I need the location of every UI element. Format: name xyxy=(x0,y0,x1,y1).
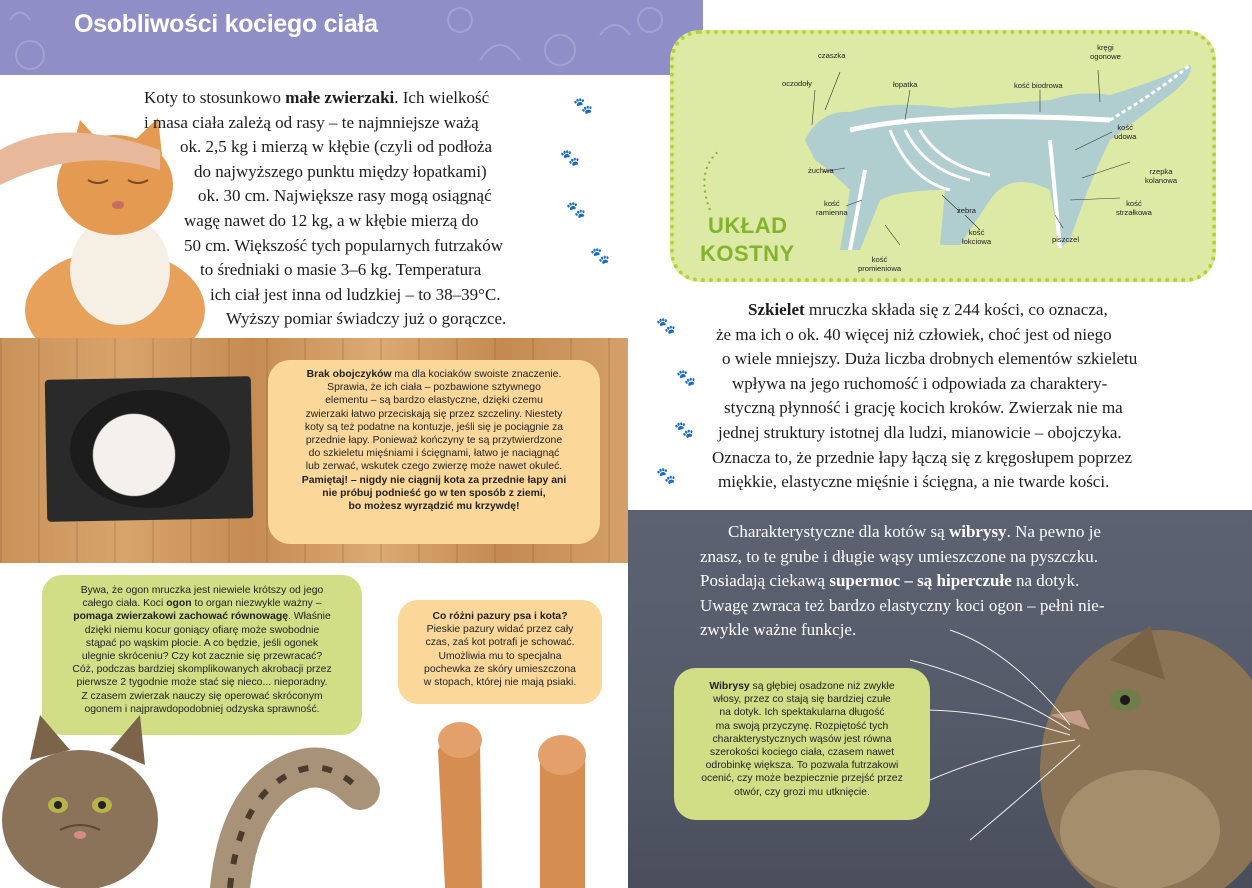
box-line: nie próbuj podnieść go w ten sposób z ziemi, xyxy=(322,487,546,499)
paragraph-line: styczną płynność i grację kocich kroków. Zwierzak nie ma xyxy=(724,398,1123,418)
tail-info-text xyxy=(42,584,362,716)
claws-info-text xyxy=(398,610,602,689)
box-line: włosy, przez co stają się bardziej czułe xyxy=(713,694,891,706)
box-line: odrobinkę większa. To pozwala futrzakowi xyxy=(705,760,899,772)
label-kosc-promieniowa: kość promieniowa xyxy=(858,255,902,273)
intro-line: i masa ciała zależą od rasy – te najmniejsze ważą xyxy=(144,112,479,132)
cat-whiskers-photo xyxy=(910,620,1252,888)
box-line: czas, zaś kot potrafi je schować. xyxy=(425,637,575,649)
box-line: koty są też podatne na kontuzje, jeśli się je pociągnie za xyxy=(304,421,564,433)
intro-line: wagę nawet do 12 kg, a w kłębie mierzą do xyxy=(184,210,479,230)
box-line: Umożliwia mu to specjalna xyxy=(438,650,562,662)
box-line: pomaga zwierzakowi zachować równowagę. Właśnie xyxy=(73,611,331,623)
intro-line: to średniaki o masie 3–6 kg. Temperatura xyxy=(200,260,482,280)
label-kosc-biodrowa: kość biodrowa xyxy=(1014,81,1063,90)
tail-photo xyxy=(230,768,360,888)
paragraph-line: Szkielet mruczka składa się z 244 kości, co oznacza, xyxy=(748,300,1108,319)
label-oczodoly: oczodoły xyxy=(782,79,812,88)
tabby-cat-photo xyxy=(2,715,158,888)
box-line: Pieskie pazury widać przez cały xyxy=(426,624,574,636)
box-line: bo możesz wyrządzić mu krzywdę! xyxy=(348,501,520,513)
box-line: całego ciała. Koci ogon to organ niezwykle ważny – xyxy=(82,598,322,610)
box-line: Sprawia, że ich ciała – pozbawione sztywnego xyxy=(327,382,541,394)
collarbone-info-text xyxy=(268,368,600,513)
label-rzepka: rzepka kolanowa xyxy=(1145,167,1178,185)
intro-line: ich ciał jest inna od ludzkiej – to 38–39°C. xyxy=(210,284,501,304)
box-line: szerokości kociego ciała, czasem nawet xyxy=(709,747,895,759)
page-title: Osobliwości kociego ciała xyxy=(74,10,378,38)
paragraph-line: Oznacza to, że przednie łapy łączą się z kręgosłupem poprzez xyxy=(712,447,1133,467)
cat-in-box-photo xyxy=(70,390,230,508)
label-kosc-strzalkowa: kość strzałkowa xyxy=(1116,199,1152,217)
box-line: na dotyk. Ich spektakularna długość xyxy=(719,707,885,719)
claws-title: Co różni pazury psa i kota? xyxy=(432,611,568,622)
box-line: Z czasem zwierzak nauczy się operować skróconym xyxy=(81,690,323,702)
label-kosc-ramienna: kość ramienna xyxy=(816,199,848,217)
box-line: w stopach, której nie mają psiaki. xyxy=(423,677,577,689)
box-line: elementu – są bardzo elastyczne, dzięki czemu xyxy=(325,395,543,407)
box-line: ma swoją przyczynę. Rozpiętość tych xyxy=(715,720,889,732)
intro-paragraph xyxy=(128,86,568,332)
intro-line: do najwyższego punktu między łopatkami) xyxy=(194,161,487,181)
intro-line: Koty to stosunkowo małe zwierzaki. Ich wielkość xyxy=(144,88,490,107)
box-line: zwierzaki łatwo przeciskają się przez szczeliny. Niestety xyxy=(305,408,563,420)
box-line: ulegnie skróceniu? Czy kot zacznie się przewracać? xyxy=(81,651,323,663)
label-lopatka: łopatka xyxy=(893,80,918,89)
box-line: Pamiętaj! – nigdy nie ciągnij kota za przednie łapy ani xyxy=(301,474,567,486)
paw-print-icon: 🐾 xyxy=(674,422,694,439)
box-line: dzięki niemu kocur goniący ofiarę może swobodnie xyxy=(84,624,320,636)
box-line: Bywa, że ogon mruczka jest niewiele krótszy od jego xyxy=(80,585,324,596)
paw-photo-2 xyxy=(538,735,586,888)
paw-print-icon: 🐾 xyxy=(560,150,580,167)
box-line: stąpać po wąskim płocie. A co będzie, jeśli ogonek xyxy=(85,637,319,649)
box-line: do szkieletu mięśniami i ścięgnami, łatwo je naciągnąć xyxy=(308,448,560,460)
paragraph-line: miękkie, elastyczne mięśnie i ścięgna, a nie twarde kości. xyxy=(718,472,1110,492)
box-line: pochewka ze skóry umieszczona xyxy=(424,663,576,675)
intro-line: Wyższy pomiar świadczy już o gorączce. xyxy=(226,309,507,329)
paragraph-line: Posiadają ciekawą supermoc – są hiperczułe na dotyk. xyxy=(700,571,1080,591)
paragraph-line: zwykle ważne funkcje. xyxy=(700,620,857,640)
label-zebra: żebra xyxy=(957,206,976,215)
intro-line: ok. 2,5 kg i mierzą w kłębie (czyli od podłoża xyxy=(180,137,493,157)
box-line: przednie łapy. Ponieważ kończyny te są przytwierdzone xyxy=(305,435,563,447)
intro-line: 50 cm. Większość tych popularnych futrzaków xyxy=(184,235,504,255)
paragraph-line: Charakterystyczne dla kotów są wibrysy. Na pewno je xyxy=(728,522,1101,541)
box-line: charakterystycznych wąsów jest równa xyxy=(712,733,892,745)
paragraph-line: znasz, to te grube i długie wąsy umieszczone na pyszczku. xyxy=(700,546,1098,566)
label-kosc-lokciowa: kość łokciowa xyxy=(962,228,992,246)
paragraph-line: wpływa na jego ruchomość i odpowiada za charaktery- xyxy=(732,373,1108,393)
paw-print-icon: 🐾 xyxy=(573,98,593,115)
label-czaszka: czaszka xyxy=(818,51,846,60)
paragraph-line: jednej struktury istotnej dla ludzi, mianowicie – obojczyka. xyxy=(718,422,1122,442)
whiskers-info-text xyxy=(674,680,930,799)
box-line: lub zerwać, wskutek czego zwierzę może nawet okuleć. xyxy=(305,461,563,473)
paw-print-icon: 🐾 xyxy=(656,318,676,335)
paw-print-icon: 🐾 xyxy=(566,202,586,219)
box-line: ocenić, czy może bezpiecznie przejść przez xyxy=(701,773,903,785)
paw-photo-1 xyxy=(438,722,482,888)
box-line: Wibrysy są głębiej osadzone niż zwykłe xyxy=(709,681,895,692)
label-kosc-udowa: kość udowa xyxy=(1114,123,1137,141)
box-line: otwór, czy grozi mu utknięcie. xyxy=(734,786,870,798)
bottom-photos xyxy=(0,710,628,888)
paragraph-line: Uwagę zwraca też bardzo elastyczny koci ogon – pełni nie- xyxy=(700,595,1105,615)
paw-print-icon: 🐾 xyxy=(676,370,696,387)
label-piszczel: piszczel xyxy=(1052,235,1080,244)
box-line: Brak obojczyków ma dla kociaków swoiste znaczenie. xyxy=(306,369,562,380)
paragraph-line: że ma ich o ok. 40 więcej niż człowiek, choć jest od niego xyxy=(716,324,1112,344)
label-kregi: kręgi ogonowe xyxy=(1090,43,1121,61)
paw-print-icon: 🐾 xyxy=(656,468,676,485)
skeleton-heading: UKŁAD KOSTNY xyxy=(700,213,795,266)
box-line: ogonem i najprawdopodobniej odzyska sprawność. xyxy=(84,703,320,715)
box-line: Cóż, podczas bardziej skomplikowanych akrobacji przez xyxy=(72,664,332,676)
intro-line: ok. 30 cm. Największe rasy mogą osiągnąć xyxy=(198,186,492,206)
box-line: pierwsze 2 tygodnie może stać się nieco... nieporadny. xyxy=(76,677,328,689)
paw-print-icon: 🐾 xyxy=(590,248,610,265)
whiskers-paragraph xyxy=(700,520,1105,643)
paragraph-line: o wiele mniejszy. Duża liczba drobnych elementów szkieletu xyxy=(722,349,1138,369)
label-zuchwa: żuchwa xyxy=(808,166,834,175)
skeleton-paragraph xyxy=(650,298,1240,495)
